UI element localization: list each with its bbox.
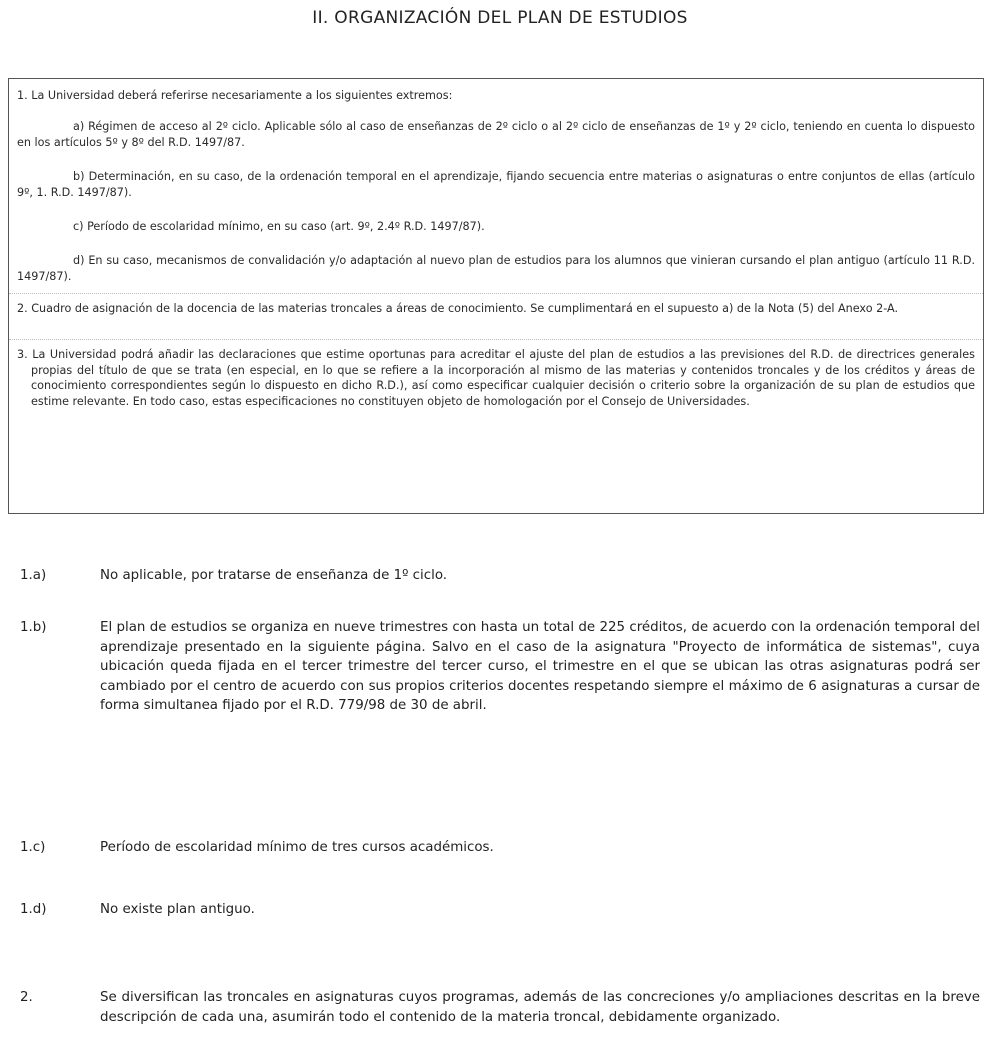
box-point-a: a) Régimen de acceso al 2º ciclo. Aplicable sólo al caso de enseñanzas de 2º ciclo o al 2º ciclo de enseñanzas de 1º y 2º ciclo, teniendo en cuenta lo dispuesto en los artículos 5º y 8º del R.D. 1497/87. xyxy=(17,120,975,149)
box-paragraph-3: 3. La Universidad podrá añadir las declaraciones que estime oportunas para acreditar el ajuste del plan de estudios a las previsiones del R.D. de directrices generales propias del título de que se trata (en especial, en lo que se refiere a la incorporación al mismo de las materias y contenidos troncales y de los créditos y áreas de conocimiento correspondientes según lo dispuesto en dicho R.D.), así como especificar cualquier decisión o criterio sobre la organización de su plan de estudios que estime relevante. En todo caso, estas especificaciones no constituyen objeto de homologación por el Consejo de Universidades. xyxy=(17,348,975,408)
item-number: 2. xyxy=(20,990,33,1005)
item-number: 1.c) xyxy=(20,840,46,855)
box-intro: 1. La Universidad deberá referirse necesariamente a los siguientes extremos: xyxy=(17,89,453,102)
box-point-b: b) Determinación, en su caso, de la ordenación temporal en el aprendizaje, fijando secuencia entre materias o asignaturas o entre conjuntos de ellas (artículo 9º, 1. R.D. 1497/87). xyxy=(17,170,975,199)
box-point-d: d) En su caso, mecanismos de convalidación y/o adaptación al nuevo plan de estudios para los alumnos que vinieran cursando el plan antiguo (artículo 11 R.D. 1497/87). xyxy=(17,254,975,283)
item-text: El plan de estudios se organiza en nueve trimestres con hasta un total de 225 créditos, de acuerdo con la ordenación temporal del aprendizaje presentado en la siguiente página. Salvo en el caso de la asignatura "Proyecto de informática de sistemas", cuya ubicación queda fijada en el tercer trimestre del tercer curso, el trimestre en el que se ubican las otras asignaturas podrá ser cambiado por el centro de acuerdo con sus propios criterios docentes respetando siempre el máximo de 6 asignaturas a cursar de forma simultanea fijado por el R.D. 779/98 de 30 de abril. xyxy=(100,620,980,713)
box-point-c: c) Período de escolaridad mínimo, en su caso (art. 9º, 2.4º R.D. 1497/87). xyxy=(73,220,485,233)
item-number: 1.d) xyxy=(20,902,47,917)
page-title: II. ORGANIZACIÓN DEL PLAN DE ESTUDIOS xyxy=(312,8,688,28)
box-paragraph-2: 2. Cuadro de asignación de la docencia de las materias troncales a áreas de conocimiento. Se cumplimentará en el supuesto a) de la Nota (5) del Anexo 2-A. xyxy=(17,302,899,315)
divider xyxy=(9,339,983,340)
item-number: 1.a) xyxy=(20,568,47,583)
instructions-box xyxy=(8,78,984,514)
item-text: Se diversifican las troncales en asignaturas cuyos programas, además de las concreciones y/o ampliaciones descritas en la breve descripción de cada una, asumirán todo el contenido de la materia troncal, debidamente organizado. xyxy=(100,990,980,1025)
item-text: No aplicable, por tratarse de enseñanza de 1º ciclo. xyxy=(100,568,448,583)
item-text: No existe plan antiguo. xyxy=(100,902,255,917)
item-text: Período de escolaridad mínimo de tres cursos académicos. xyxy=(100,840,494,855)
item-number: 1.b) xyxy=(20,620,47,635)
divider xyxy=(9,293,983,294)
